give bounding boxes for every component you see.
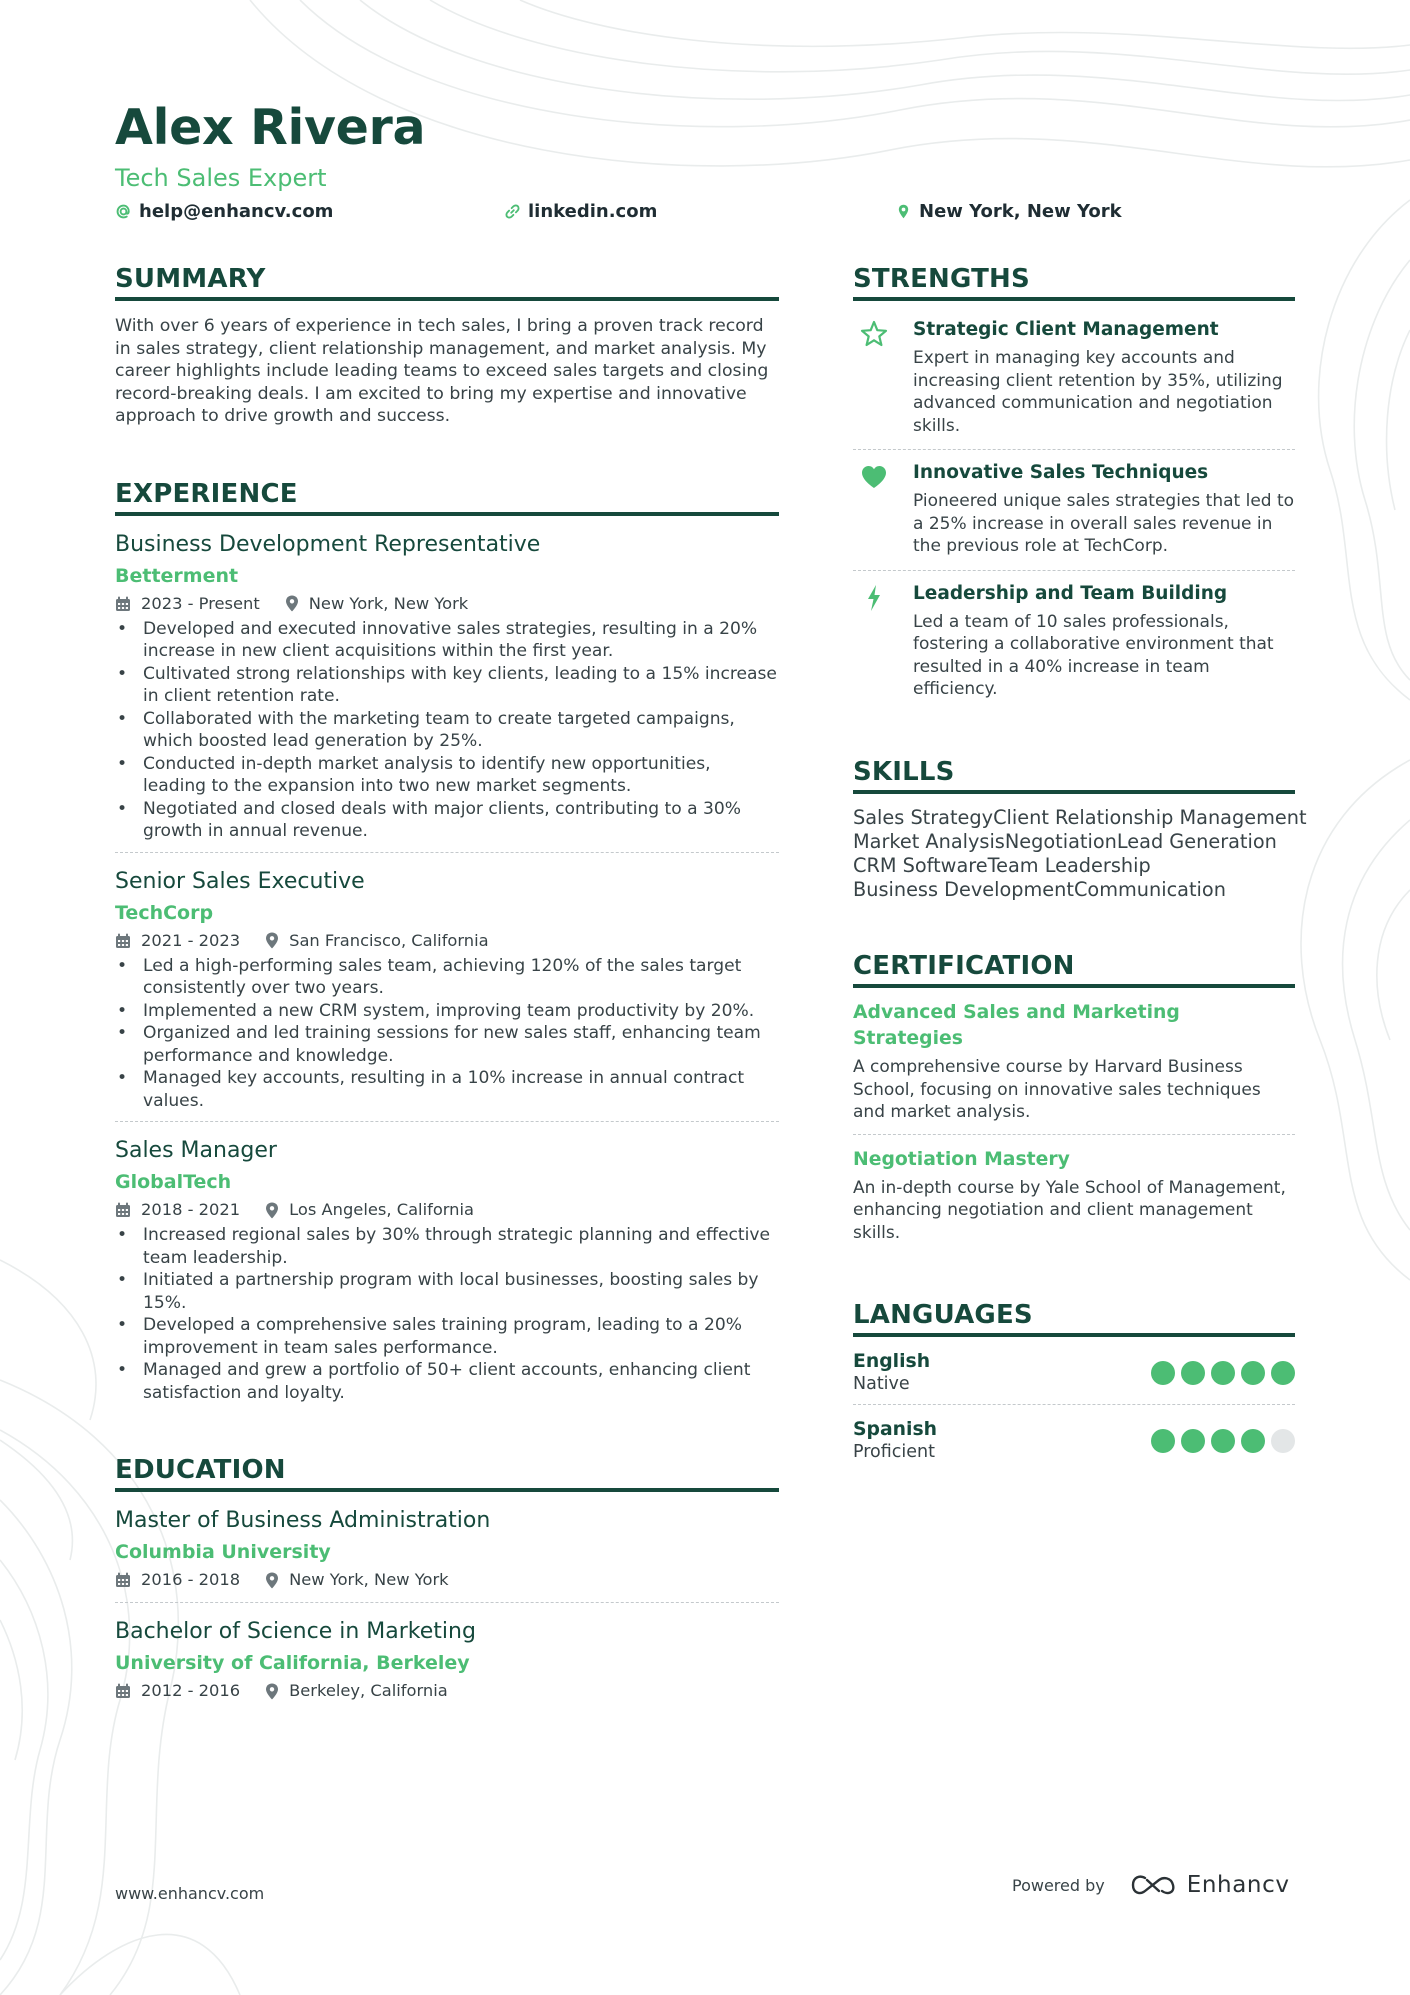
contact-email[interactable] (115, 201, 333, 222)
email-text: help@enhancv.com (139, 201, 334, 222)
contact-linkedin[interactable] (504, 201, 657, 222)
calendar-icon (115, 1683, 131, 1699)
bullet-item: • Cultivated strong relationships with key clients, leading to a 15% increase in client retention rate. (115, 663, 779, 708)
certification-item (853, 988, 1295, 1135)
skill-item: Sales Strategy (853, 805, 994, 829)
skills-line (853, 878, 1295, 902)
experience-entry (115, 516, 779, 853)
bullet-item: • Negotiated and closed deals with major clients, contributing to a 30% growth in annual revenue. (115, 798, 779, 843)
powered-by-label: Powered by (1012, 1875, 1105, 1895)
bullet-item: • Developed and executed innovative sales strategies, resulting in a 20% increase in new client acquisitions within the first year. (115, 618, 779, 663)
job-location: Los Angeles, California (289, 1200, 475, 1219)
strength-title: Innovative Sales Techniques (913, 462, 1209, 483)
job-bullets (115, 1224, 779, 1404)
contact-bar (115, 201, 1295, 231)
language-level: Proficient (853, 1442, 935, 1463)
certification-section (853, 949, 1295, 1254)
contact-location (895, 201, 1122, 222)
certification-heading: CERTIFICATION (853, 949, 1295, 988)
location-pin-icon (265, 1683, 279, 1700)
footer-branding (1012, 1872, 1290, 1898)
skills-section (853, 755, 1307, 903)
summary-text: With over 6 years of experience in tech sales, I bring a proven track record in sales strategy, client relationship management, and market analysis. My career highlights include leading teams to exceed sales targets and closing record-breaking deals. I am excited to bring my expertise and innovative approach to drive growth and success. (115, 316, 769, 426)
job-dates: 2023 - Present (141, 593, 260, 613)
certification-desc: A comprehensive course by Harvard Business School, focusing on innovative sales techniques and market analysis. (853, 1057, 1261, 1123)
company-name: GlobalTech (115, 1171, 232, 1193)
certification-title: Advanced Sales and Marketing Strategies (853, 1002, 1180, 1050)
language-item (853, 1405, 1295, 1472)
location-pin-icon (265, 1572, 279, 1589)
job-meta (115, 1197, 779, 1223)
skill-item: Negotiation (1004, 829, 1117, 853)
calendar-icon (115, 1202, 131, 1218)
bullet-item: • Led a high-performing sales team, achieving 120% of the sales target consistently over two years. (115, 955, 779, 1000)
rating-dot-filled (1211, 1429, 1235, 1453)
language-item (853, 1337, 1295, 1405)
certification-item (853, 1135, 1295, 1255)
education-meta (115, 1567, 779, 1593)
skills-list (853, 805, 1307, 903)
calendar-icon (115, 1572, 131, 1588)
job-location-group (265, 1197, 474, 1223)
language-text (853, 1351, 930, 1395)
bullet-item: • Collaborated with the marketing team to create targeted campaigns, which boosted lead generation by 25%. (115, 708, 779, 753)
rating-dot-filled (1241, 1429, 1265, 1453)
education-location-group (265, 1678, 448, 1704)
education-entry (115, 1603, 779, 1713)
rating-dot-empty (1271, 1429, 1295, 1453)
star-icon (859, 319, 889, 349)
brand-name: Enhancv (1186, 1872, 1290, 1898)
degree-title: Master of Business Administration (115, 1508, 491, 1533)
strength-desc: Expert in managing key accounts and increasing client retention by 35%, utilizing advanced communication and negotiation skills. (913, 348, 1283, 436)
language-level: Native (853, 1374, 910, 1395)
linkedin-text: linkedin.com (528, 201, 658, 222)
experience-heading: EXPERIENCE (115, 477, 779, 516)
job-dates: 2018 - 2021 (141, 1200, 241, 1219)
skills-line (853, 854, 1295, 878)
rating-dot-filled (1151, 1361, 1175, 1385)
certification-desc: An in-depth course by Yale School of Management, enhancing negotiation and client management skills. (853, 1177, 1286, 1243)
language-rating (1151, 1361, 1295, 1385)
language-name: English (853, 1351, 931, 1373)
school-name: University of California, Berkeley (115, 1652, 470, 1674)
job-location-group (265, 928, 489, 954)
job-title: Sales Manager (115, 1138, 277, 1163)
education-location-group (265, 1567, 448, 1593)
calendar-icon (115, 596, 131, 612)
education-entry (115, 1492, 779, 1603)
school-name: Columbia University (115, 1541, 331, 1563)
enhancv-logo-icon (1129, 1872, 1177, 1898)
experience-section (115, 477, 779, 1414)
education-dates: 2012 - 2016 (141, 1681, 241, 1700)
skills-heading: SKILLS (853, 755, 1295, 794)
location-text: New York, New York (919, 201, 1122, 222)
location-pin-icon (265, 1202, 279, 1219)
job-bullets (115, 955, 779, 1113)
left-column (115, 262, 779, 1713)
skill-item: Communication (1073, 878, 1226, 902)
lightning-icon (859, 583, 889, 613)
location-pin-icon (265, 932, 279, 949)
strength-item (853, 307, 1295, 450)
language-text (853, 1419, 937, 1463)
rating-dot-filled (1211, 1361, 1235, 1385)
job-meta (115, 591, 779, 617)
summary-section (115, 262, 779, 428)
certification-title: Negotiation Mastery (853, 1148, 1070, 1170)
job-title: Senior Sales Executive (115, 868, 365, 894)
at-icon (115, 203, 132, 220)
candidate-name: Alex Rivera (115, 99, 426, 156)
link-icon (504, 203, 521, 220)
rating-dot-filled (1151, 1429, 1175, 1453)
education-section (115, 1453, 779, 1713)
skills-line (853, 830, 1295, 854)
skill-item: Lead Generation (1116, 829, 1277, 853)
heart-icon (859, 462, 889, 492)
education-dates: 2016 - 2018 (141, 1570, 241, 1589)
bullet-item: • Managed key accounts, resulting in a 10% increase in annual contract values. (115, 1067, 779, 1112)
job-bullets (115, 618, 779, 843)
education-location: New York, New York (289, 1570, 449, 1589)
skills-line (853, 805, 1307, 830)
job-meta (115, 928, 779, 954)
resume-header (115, 96, 1295, 231)
languages-section (853, 1298, 1295, 1472)
rating-dot-filled (1181, 1361, 1205, 1385)
job-location-group (285, 591, 468, 617)
language-rating (1151, 1429, 1295, 1453)
right-column (853, 262, 1307, 1472)
calendar-icon (115, 933, 131, 949)
summary-heading: SUMMARY (115, 262, 779, 301)
strength-item (853, 450, 1295, 571)
education-meta (115, 1678, 779, 1704)
skill-item: CRM Software (853, 853, 988, 877)
company-name: TechCorp (115, 901, 214, 924)
location-pin-icon (895, 203, 912, 220)
experience-entry (115, 1122, 779, 1413)
strengths-section (853, 262, 1295, 713)
job-dates: 2021 - 2023 (141, 930, 241, 950)
location-pin-icon (285, 595, 299, 612)
footer-website[interactable]: www.enhancv.com (115, 1884, 265, 1903)
education-heading: EDUCATION (115, 1453, 779, 1492)
skill-item: Business Development (853, 878, 1074, 902)
job-location: San Francisco, California (289, 930, 489, 950)
company-name: Betterment (115, 564, 239, 587)
bullet-item: • Managed and grew a portfolio of 50+ client accounts, enhancing client satisfaction and loyalty. (115, 1359, 779, 1404)
rating-dot-filled (1241, 1361, 1265, 1385)
rating-dot-filled (1181, 1429, 1205, 1453)
languages-heading: LANGUAGES (853, 1298, 1295, 1337)
bullet-item: • Increased regional sales by 30% through strategic planning and effective team leadership. (115, 1224, 779, 1269)
bullet-item: • Initiated a partnership program with local businesses, boosting sales by 15%. (115, 1269, 779, 1314)
education-location: Berkeley, California (289, 1681, 448, 1700)
bullet-item: • Developed a comprehensive sales training program, leading to a 20% improvement in team sales performance. (115, 1314, 779, 1359)
strengths-heading: STRENGTHS (853, 262, 1295, 301)
candidate-title: Tech Sales Expert (115, 164, 327, 192)
job-title: Business Development Representative (115, 531, 541, 557)
strength-title: Leadership and Team Building (913, 582, 1228, 604)
skill-item: Client Relationship Management (993, 805, 1307, 829)
strength-desc: Pioneered unique sales strategies that led to a 25% increase in overall sales revenue in the previous role at TechCorp. (913, 491, 1295, 556)
bullet-item: • Organized and led training sessions for new sales staff, enhancing team performance and knowledge. (115, 1022, 779, 1067)
experience-entry (115, 853, 779, 1123)
rating-dot-filled (1271, 1361, 1295, 1385)
strength-desc: Led a team of 10 sales professionals, fostering a collaborative environment that resulted in a 40% increase in team efficiency. (913, 611, 1274, 699)
strength-item (853, 571, 1295, 713)
language-name: Spanish (853, 1419, 938, 1441)
strength-title: Strategic Client Management (913, 319, 1219, 340)
strengths-list (853, 307, 1295, 713)
job-location: New York, New York (308, 593, 469, 613)
bullet-item: • Conducted in-depth market analysis to identify new opportunities, leading to the expansion into two new market segments. (115, 753, 779, 798)
bullet-item: • Implemented a new CRM system, improving team productivity by 20%. (115, 1000, 779, 1023)
degree-title: Bachelor of Science in Marketing (115, 1619, 476, 1644)
skill-item: Team Leadership (987, 853, 1151, 877)
skill-item: Market Analysis (853, 829, 1005, 853)
